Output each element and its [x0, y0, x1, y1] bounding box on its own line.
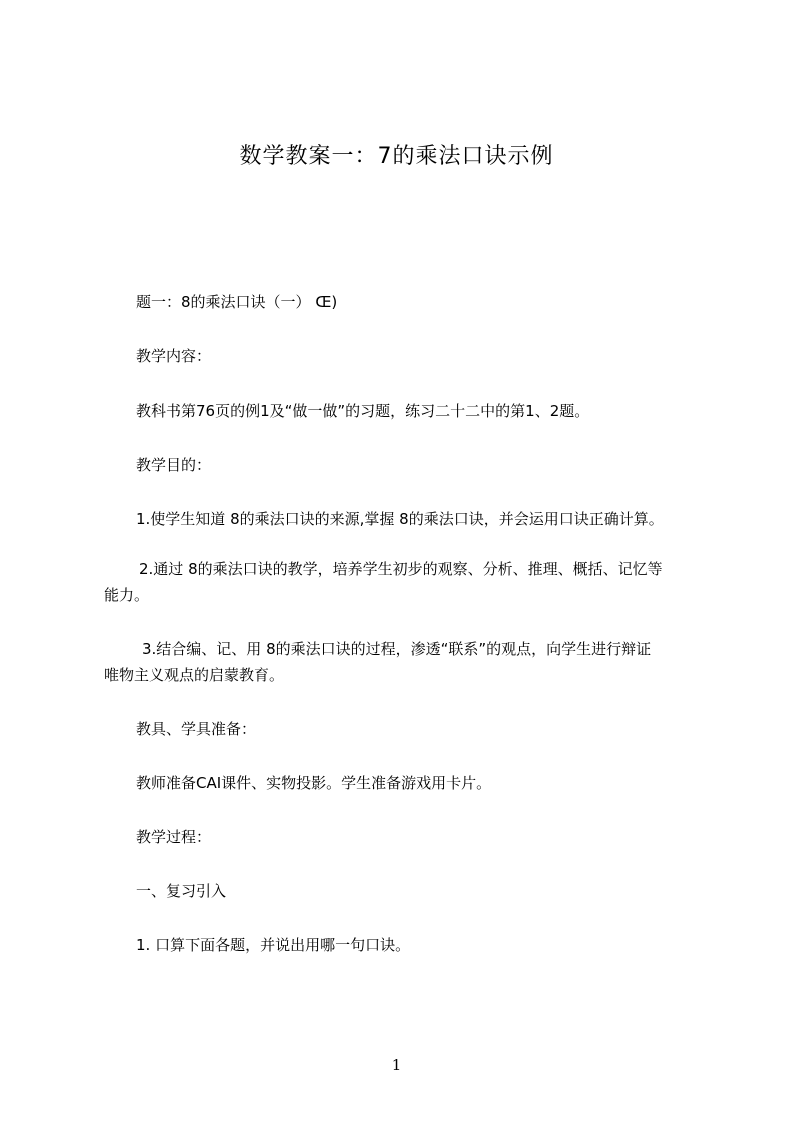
teaching-content-text: 教科书第76页的例1及“做一做”的习题，练习二十二中的第1、2题。 [136, 402, 590, 420]
lesson-topic: 题一：8的乘法口诀（一） Œ) [136, 293, 338, 311]
teaching-aids-heading: 教具、学具准备： [136, 720, 257, 738]
teaching-process-heading: 教学过程： [136, 828, 212, 846]
goal-item-2-line-2: 能力。 [104, 586, 150, 604]
teaching-content-heading: 教学内容： [136, 347, 212, 365]
goal-item-1: 1.使学生知道 8的乘法口诀的来源,掌握 8的乘法口诀，并会运用口诀正确计算。 [136, 510, 664, 528]
section-review-intro: 一、复习引入 [136, 882, 227, 900]
teaching-aids-text: 教师准备CAI课件、实物投影。学生准备游戏用卡片。 [136, 774, 492, 792]
page-number: 1 [391, 1056, 402, 1074]
exercise-item-1: 1. 口算下面各题，并说出用哪一句口诀。 [136, 936, 411, 954]
goal-item-3-line-1: 3.结合编、记、用 8的乘法口诀的过程，渗透“联系”的观点，向学生进行辩证 [142, 640, 652, 658]
goal-item-3-line-2: 唯物主义观点的启蒙教育。 [104, 666, 285, 684]
goal-item-2-line-1: 2.通过 8的乘法口诀的教学，培养学生初步的观察、分析、推理、概括、记忆等 [139, 560, 663, 578]
teaching-goals-heading: 教学目的： [136, 456, 212, 474]
document-title: 数学教案一：7的乘法口诀示例 [239, 144, 554, 169]
